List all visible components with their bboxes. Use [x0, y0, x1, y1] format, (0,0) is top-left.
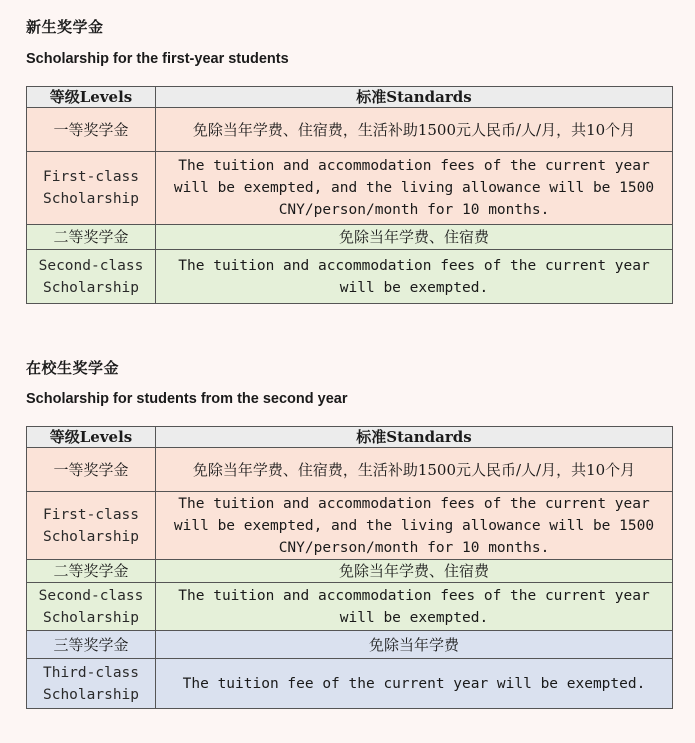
- table-row: [27, 583, 673, 631]
- level-zh: 二等奖学金: [27, 560, 156, 583]
- header-levels: 等级Levels: [27, 87, 156, 108]
- standard-en: The tuition and accommodation fees of the current year will be exempted.: [156, 250, 673, 304]
- section2-table: [26, 426, 673, 709]
- table-row: [27, 492, 673, 560]
- table-row: [27, 225, 673, 250]
- header-standards: 标准Standards: [156, 87, 673, 108]
- header-standards: 标准Standards: [156, 427, 673, 448]
- standard-zh: 免除当年学费、住宿费: [156, 560, 673, 583]
- table-row: [27, 250, 673, 304]
- section1-zh-title: 新生奖学金: [26, 18, 104, 36]
- table-row: [27, 152, 673, 225]
- standard-zh: 免除当年学费、住宿费，生活补助1500元人民币/人/月，共10个月: [156, 108, 673, 152]
- table-header-row: [27, 427, 673, 448]
- table-row: [27, 631, 673, 659]
- standard-en: The tuition and accommodation fees of the current year will be exempted, and the living allowance will be 1500 CNY/person/month for 10 months.: [156, 492, 673, 560]
- standard-en: The tuition fee of the current year will be exempted.: [156, 659, 673, 709]
- header-levels: 等级Levels: [27, 427, 156, 448]
- level-en: First-class Scholarship: [27, 492, 156, 560]
- standard-en: The tuition and accommodation fees of the current year will be exempted.: [156, 583, 673, 631]
- table-row: [27, 659, 673, 709]
- table-row: [27, 448, 673, 492]
- section1-en-title: Scholarship for the first-year students: [26, 51, 289, 67]
- level-en: First-class Scholarship: [27, 152, 156, 225]
- table-header-row: [27, 87, 673, 108]
- section1-table: [26, 86, 673, 304]
- level-zh: 一等奖学金: [27, 108, 156, 152]
- standard-en: The tuition and accommodation fees of the current year will be exempted, and the living allowance will be 1500 CNY/person/month for 10 months.: [156, 152, 673, 225]
- standard-zh: 免除当年学费、住宿费: [156, 225, 673, 250]
- section2-zh-title: 在校生奖学金: [26, 359, 120, 377]
- standard-zh: 免除当年学费: [156, 631, 673, 659]
- standard-zh: 免除当年学费、住宿费，生活补助1500元人民币/人/月，共10个月: [156, 448, 673, 492]
- section2-en-title: Scholarship for students from the second year: [26, 391, 348, 407]
- level-zh: 三等奖学金: [27, 631, 156, 659]
- level-zh: 一等奖学金: [27, 448, 156, 492]
- level-zh: 二等奖学金: [27, 225, 156, 250]
- level-en: Second-class Scholarship: [27, 250, 156, 304]
- table-row: [27, 560, 673, 583]
- level-en: Third-class Scholarship: [27, 659, 156, 709]
- level-en: Second-class Scholarship: [27, 583, 156, 631]
- table-row: [27, 108, 673, 152]
